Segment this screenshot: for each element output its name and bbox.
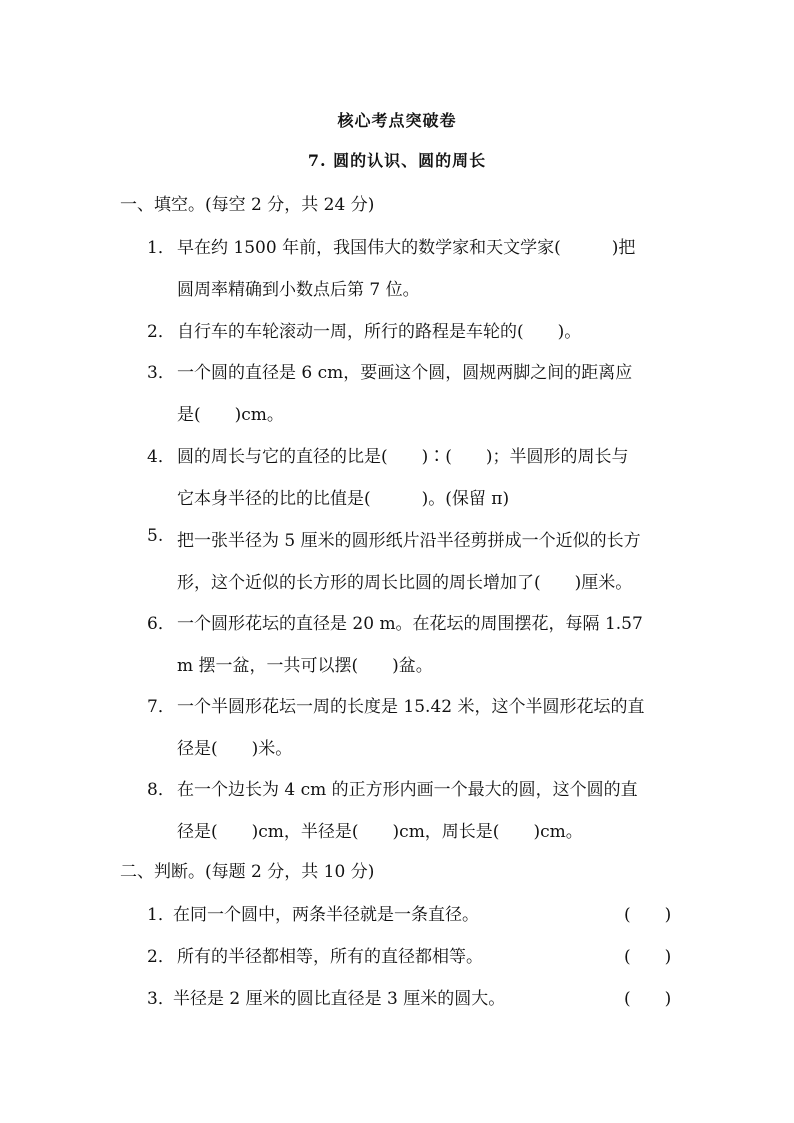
question-text-continued: 形，这个近似的长方形的周长比圆的周长增加了( )厘米。 (177, 573, 633, 593)
question-number: 3． (147, 363, 175, 383)
answer-parentheses: ( ) (624, 905, 672, 925)
question-text: 自行车的车轮滚动一周，所行的路程是车轮的( )。 (177, 322, 582, 342)
question-number: 1． (147, 905, 175, 925)
question-text: 一个圆的直径是 6 cm，要画这个圆，圆规两脚之间的距离应 (177, 363, 633, 383)
question-text: 在一个边长为 4 cm 的正方形内画一个最大的圆，这个圆的直 (177, 780, 638, 800)
question-text: 一个圆形花坛的直径是 20 m。在花坛的周围摆花，每隔 1.57 (177, 614, 643, 634)
question-text-continued: 径是( )cm，半径是( )cm，周长是( )cm。 (177, 822, 583, 842)
question-number: 6． (147, 614, 175, 634)
question-number: 8． (147, 780, 175, 800)
question-text: 把一张半径为 5 厘米的圆形纸片沿半径剪拼成一个近似的长方 (177, 531, 641, 551)
question-number: 7． (147, 697, 175, 717)
question-number: 5. (147, 526, 164, 546)
question-text: 早在约 1500 年前，我国伟大的数学家和天文学家( )把 (177, 238, 636, 258)
answer-parentheses: ( ) (624, 989, 672, 1009)
section-heading-fill-blank: 一、填空。(每空 2 分，共 24 分) (120, 195, 375, 215)
question-text-continued: m 摆一盆，一共可以摆( )盆。 (177, 656, 433, 676)
question-text: 在同一个圆中，两条半径就是一条直径。 (173, 905, 479, 925)
answer-parentheses: ( ) (624, 947, 672, 967)
question-text-continued: 径是( )米。 (177, 739, 293, 759)
question-text-continued: 它本身半径的比的比值是( )。(保留 π) (177, 489, 510, 509)
section-heading-true-false: 二、判断。(每题 2 分，共 10 分) (120, 862, 375, 882)
question-text-continued: 圆周率精确到小数点后第 7 位。 (177, 280, 420, 300)
question-number: 1． (147, 238, 175, 258)
question-number: 2． (147, 322, 175, 342)
page-title: 核心考点突破卷 (337, 111, 457, 130)
question-text: 所有的半径都相等，所有的直径都相等。 (177, 947, 483, 967)
question-text: 半径是 2 厘米的圆比直径是 3 厘米的圆大。 (173, 989, 506, 1009)
question-text: 圆的周长与它的直径的比是( )∶( )；半圆形的周长与 (177, 447, 629, 467)
question-text: 一个半圆形花坛一周的长度是 15.42 米，这个半圆形花坛的直 (177, 697, 645, 717)
question-number: 3． (147, 989, 175, 1009)
question-number: 4． (147, 447, 175, 467)
page-subtitle: 7. 圆的认识、圆的周长 (307, 151, 487, 170)
question-number: 2． (147, 947, 175, 967)
question-text-continued: 是( )cm。 (177, 405, 284, 425)
